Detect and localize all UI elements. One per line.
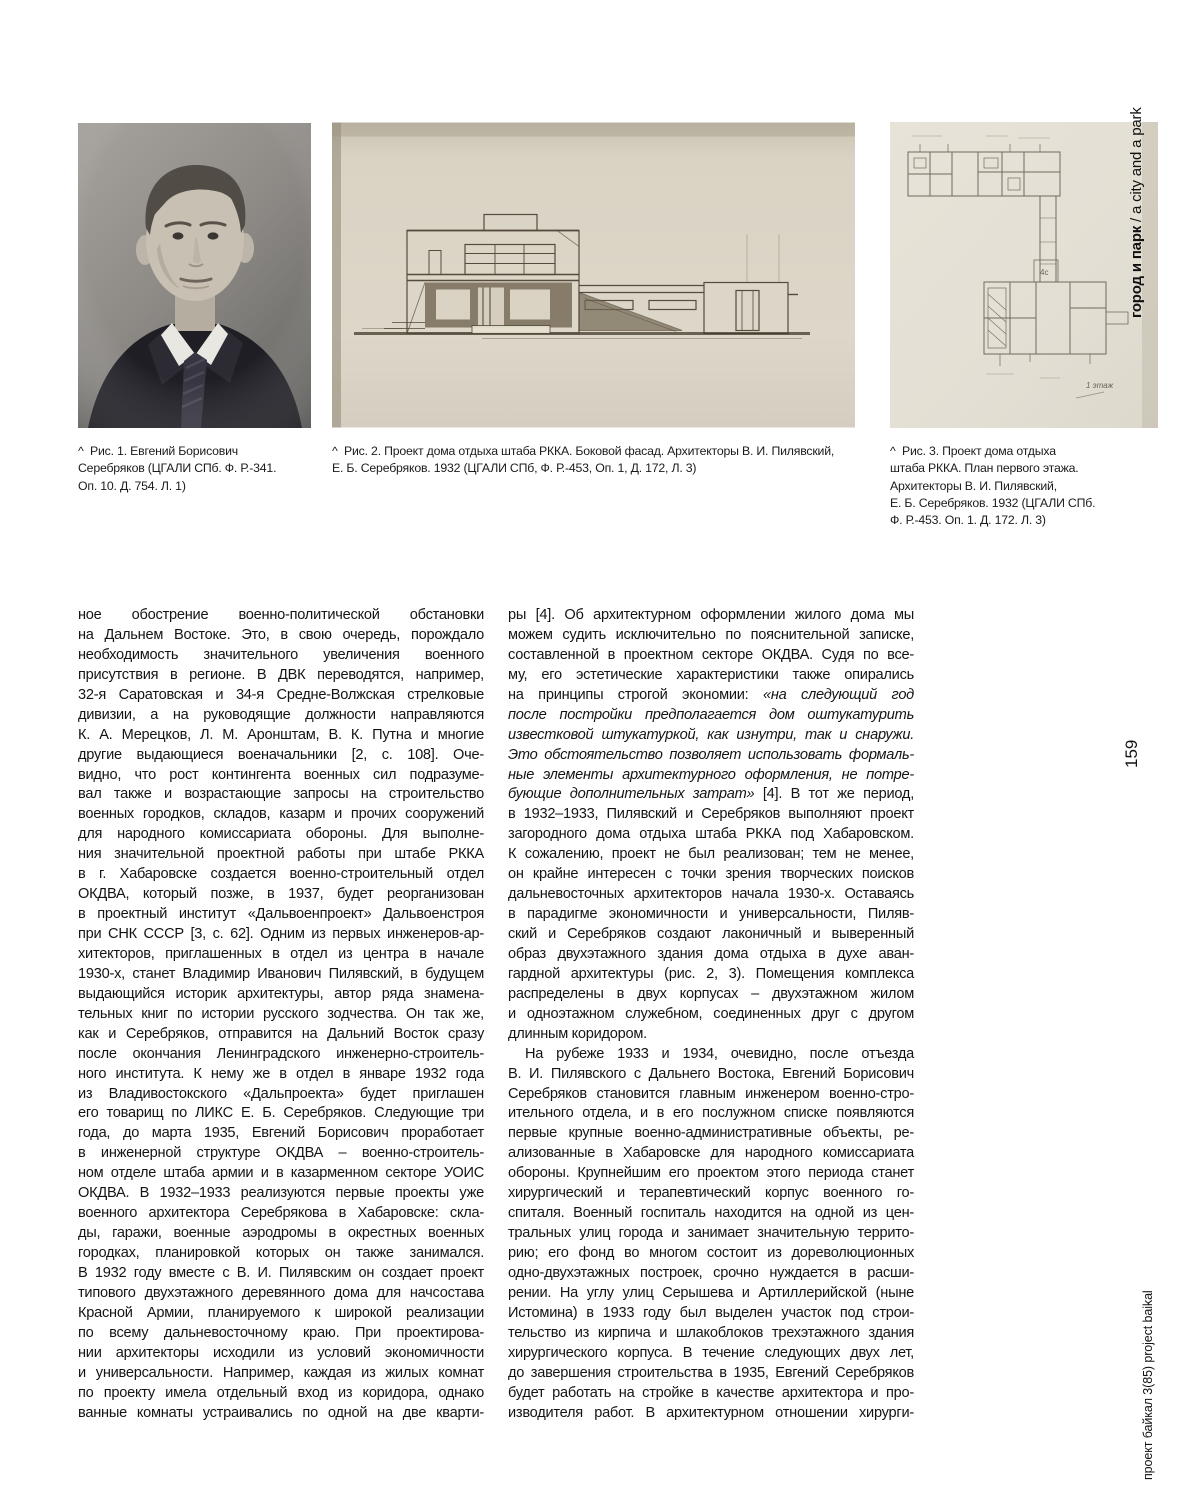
text-line: ные элементы архитектурного оформления, не потре- <box>508 766 914 783</box>
body-column-left <box>78 606 484 1423</box>
text-line: ры [4]. Об архитектурном оформлении жилого дома мы <box>508 607 914 623</box>
text-line: в инженерной структуре ОКДВА – военно-строитель- <box>78 1145 484 1162</box>
text-line: Ф. Р.-453. Оп. 1. Д. 172. Л. 3) <box>890 513 1046 528</box>
text-line: его товарищ по ЛИКС Е. Б. Серебряков. Следующие три <box>78 1105 484 1122</box>
text-line: присутствия в регионе. В ДВК переводятся, например, <box>78 666 484 683</box>
text-line: дивизии, а на руководящие должности направляются <box>78 706 484 723</box>
text-line: К сожалению, проект не был реализован; тем не менее, <box>508 846 914 863</box>
text-line: Оп. 10. Д. 754. Л. 1) <box>78 478 186 493</box>
text-line: хирургического корпуса. В течение следующих двух лет, <box>508 1344 914 1361</box>
text-line: хитекторов, приглашенных в отдел из центра в начале <box>78 945 484 962</box>
section-tag-en: / a city and a park <box>1128 107 1145 226</box>
text-line: Серебряков становится главным инженером военно-стро- <box>508 1085 914 1102</box>
text-line: ^ Рис. 1. Евгений Борисович <box>78 444 239 458</box>
text-line: ский и Серебряков создают лаконичный и выверенный <box>508 926 914 942</box>
text-line: в 1932–1933, Пилявский и Серебряков выполняют проект <box>508 806 914 823</box>
text-line: тральных улиц города и занимает значительную террито- <box>508 1225 914 1242</box>
text-line: ительного отдела, и в его послужном списке появляются <box>508 1105 914 1122</box>
text-line: гардной архитектуры (рис. 2, 3). Помещения комплекса <box>508 965 914 982</box>
text-line: первые крупные военно-административные объекты, ре- <box>508 1125 914 1142</box>
text-line: ды, гаражи, военные аэродромы в окрестных военных <box>78 1225 484 1242</box>
text-line: загородного дома отдыха штаба РККА под Хабаровском. <box>508 826 914 843</box>
text-line: Е. Б. Серебряков. 1932 (ЦГАЛИ СПб, Ф. Р.-453, Оп. 1, Д. 172, Л. 3) <box>332 461 697 476</box>
text-line: после постройки предполагается дом оштукатурить <box>508 706 914 723</box>
text-line: и универсальности. Например, каждая из жилых комнат <box>78 1364 484 1381</box>
text-line: при СНК СССР [3, с. 62]. Одним из первых инженеров-ар- <box>78 926 484 942</box>
text-line: ОКДВА, который позже, в 1937, будет реорганизован <box>78 886 484 903</box>
text-line: На рубеже 1933 и 1934, очевидно, после отъезда <box>525 1045 914 1062</box>
text-line: другие выдающиеся военачальники [2, с. 108]. Оче- <box>78 746 484 763</box>
text-line: хирургический и терапевтический корпус военного го- <box>508 1185 914 1202</box>
text-line: можем судить исключительно по пояснительной записке, <box>508 626 914 643</box>
text-line: тельство из кирпича и шлакоблоков трехэтажного здания <box>508 1324 914 1341</box>
text-line: военных городков, складов, казарм и прочих сооружений <box>78 806 484 823</box>
text-line: на принципы строгой экономии: «на следующий год <box>508 686 914 703</box>
text-line: ализованные в Хабаровске для народного комиссариата <box>508 1145 914 1162</box>
text-line: 32-я Саратовская и 34-я Средне-Волжская стрелковые <box>78 686 484 703</box>
text-line: по проекту имела отдельный вход из коридора, однако <box>78 1384 484 1401</box>
text-line: образ двухэтажного здания дома отдыха в духе аван- <box>508 945 914 962</box>
text-line: городках, планировкой которых он также занимался. <box>78 1245 484 1261</box>
text-line: он крайне интересен с точки зрения творческих поисков <box>508 866 914 883</box>
figure-3-floor-plan-drawing <box>890 122 1158 428</box>
caption-fig3 <box>890 443 1152 529</box>
section-tag-ru: город и парк <box>1128 225 1145 318</box>
text-line: Это обстоятельство позволяет использовать формаль- <box>508 746 914 763</box>
text-line: на Дальнем Востоке. Это, в свою очередь, порождало <box>78 626 484 643</box>
text-line: после окончания Ленинградского инженерно-строитель- <box>78 1045 484 1062</box>
text-line: ния значительной проектной работы при штабе РККА <box>78 846 484 863</box>
text-line: рении. На углу улиц Серышева и Артиллерийской (ныне <box>508 1284 914 1301</box>
text-line: му, его эстетические характеристики также опирались <box>508 666 914 683</box>
text-line: составленной в проектном секторе ОКДВА. Судя по все- <box>508 646 914 663</box>
page-number: 159 <box>1122 739 1141 768</box>
text-line: в парадигме экономичности и универсальности, Пиляв- <box>508 906 914 923</box>
text-line: длинным коридором. <box>508 1025 647 1042</box>
text-line: ном отделе штаба армии и в казарменном секторе УОИС <box>78 1165 484 1182</box>
floor-plan-illustration <box>890 122 1158 428</box>
caption-fig2 <box>332 443 864 478</box>
text-line: дальневосточных архитекторов начала 1930-х. Оставаясь <box>508 886 914 903</box>
text-line: рию; его фонд во многом состоит из дореволюционных <box>508 1245 914 1261</box>
text-line: спиталя. Военный госпиталь находится на одной из цен- <box>508 1205 914 1222</box>
text-line: изводителя работ. В архитектурном отношении хирурги- <box>508 1404 914 1421</box>
text-line: одно-двухэтажных построек, срочно нуждается в расши- <box>508 1264 914 1281</box>
text-line: как и Серебряков, отправится на Дальний Восток сразу <box>78 1025 484 1042</box>
text-line: Красной Армии, планируемого к широкой реализации <box>78 1304 484 1321</box>
text-line: бующие дополнительных затрат» [4]. В тот же период, <box>508 786 914 803</box>
text-line: видно, что рост контингента военных сил подразуме- <box>78 766 484 783</box>
text-line: ^ Рис. 3. Проект дома отдыха <box>890 444 1056 458</box>
text-line: необходимость значительного увеличения военного <box>78 646 484 663</box>
text-line: ванные комнаты устраивались по одной на две кварти- <box>78 1404 484 1421</box>
text-line: В. И. Пилявского с Дальнего Востока, Евгений Борисович <box>508 1065 914 1082</box>
text-line: ное обострение военно-политической обстановки <box>78 607 484 623</box>
text-line: будет работать на стройке в качестве архитектора и про- <box>508 1384 914 1401</box>
body-column-right <box>508 606 914 1423</box>
text-line: известковой штукатуркой, как изнутри, так и снаружи. <box>508 726 914 743</box>
text-line: типового двухэтажного деревянного дома для начсостава <box>78 1284 484 1301</box>
text-line: К. А. Мерецков, Л. М. Аронштам, В. К. Путна и многие <box>78 726 484 743</box>
text-line: 1930-х, станет Владимир Иванович Пилявский, в будущем <box>78 965 484 982</box>
elevation-illustration <box>332 122 855 428</box>
journal-footer: проект байкал 3(85) project baikal <box>1141 1290 1155 1480</box>
section-tag-vertical <box>1128 107 1146 318</box>
text-line: года, до марта 1935, Евгений Борисович проработает <box>78 1125 484 1142</box>
text-line: тельных книг по истории русского зодчества. Он так же, <box>78 1005 484 1022</box>
portrait-illustration <box>78 123 311 428</box>
text-line: штаба РККА. План первого этажа. <box>890 461 1079 476</box>
figure-1-portrait-photo <box>78 123 311 428</box>
text-line: нии архитекторы исходили из условий экономичности <box>78 1344 484 1361</box>
text-line: Архитекторы В. И. Пилявский, <box>890 478 1057 493</box>
text-line: обороны. Крупнейшим его проектом этого периода станет <box>508 1165 914 1182</box>
text-line: распределены в двух корпусах – двухэтажном жилом <box>508 985 914 1002</box>
text-line: выдающийся историк архитектуры, автор ряда знамена- <box>78 985 484 1002</box>
plan-annotation-mid: 4с <box>1040 268 1049 277</box>
text-line: Серебряков (ЦГАЛИ СПб. Ф. Р.-341. <box>78 461 277 476</box>
text-line: ОКДВА. В 1932–1933 реализуются первые проекты уже <box>78 1185 484 1202</box>
text-line: в проектный институт «Дальвоенпроект» Дальвоенстроя <box>78 906 484 923</box>
text-line: В 1932 году вместе с В. И. Пилявским он создает проект <box>78 1264 484 1281</box>
text-line: в г. Хабаровске создается военно-строительный отдел <box>78 866 484 883</box>
text-line: и одноэтажном служебном, соединенных друг с другом <box>508 1005 914 1022</box>
text-line: Е. Б. Серебряков. 1932 (ЦГАЛИ СПб. <box>890 495 1096 510</box>
text-line: военного архитектора Серебрякова в Хабаровске: скла- <box>78 1205 484 1222</box>
text-line: Истомина) в 1933 году был выделен участок под строи- <box>508 1304 914 1321</box>
text-line: ^ Рис. 2. Проект дома отдыха штаба РККА. Боковой фасад. Архитекторы В. И. Пилявский, <box>332 444 835 458</box>
text-line: ного института. К нему же в отдел в январе 1932 года <box>78 1065 484 1082</box>
text-line: из Владивостокского «Дальпроекта» будет приглашен <box>78 1085 484 1102</box>
figure-2-elevation-drawing <box>332 122 855 428</box>
caption-fig1 <box>78 443 333 495</box>
text-line: по всему дальневосточному краю. При проектирова- <box>78 1324 484 1341</box>
text-line: для народного комиссариата обороны. Для выполне- <box>78 826 484 843</box>
text-line: до завершения строительства в 1935, Евгений Серебряков <box>508 1364 914 1381</box>
plan-annotation-bottom: 1 этаж <box>1086 381 1114 390</box>
text-line: вал также и возрастающие запросы на строительство <box>78 786 484 803</box>
